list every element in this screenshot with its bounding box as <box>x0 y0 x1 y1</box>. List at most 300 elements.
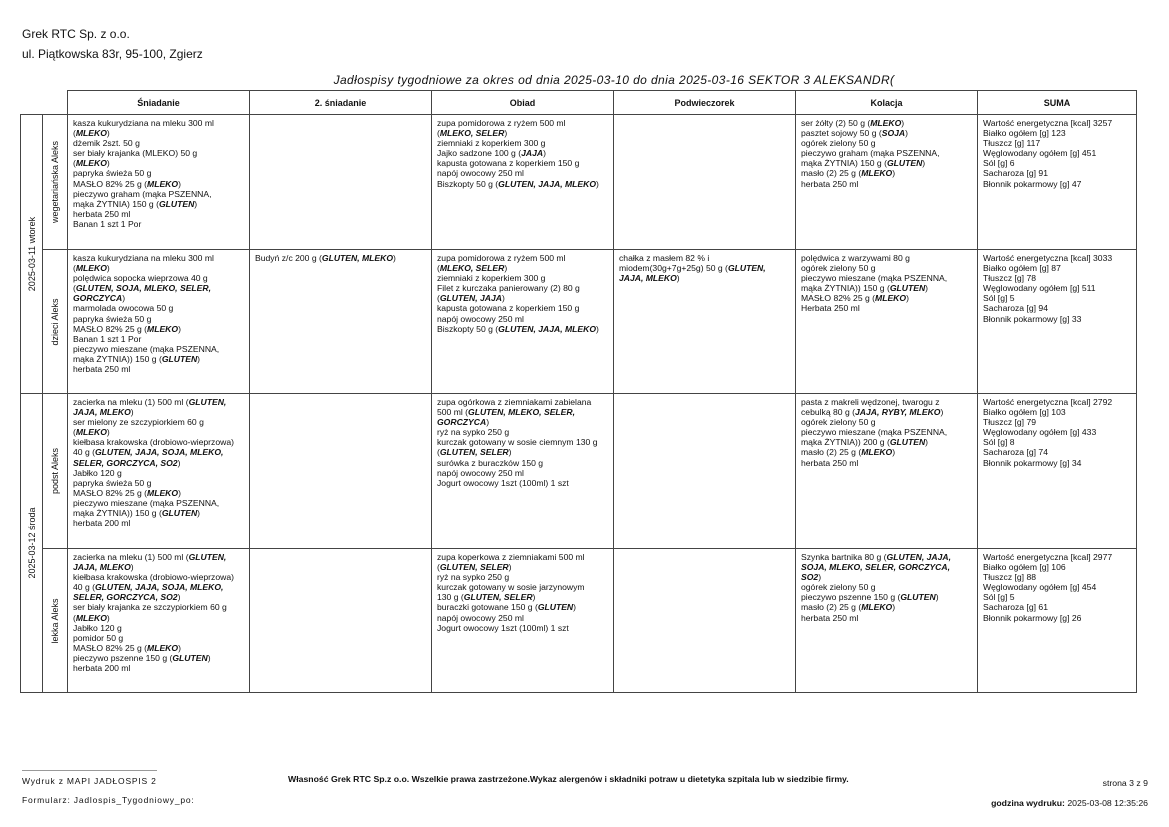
item-text: herbata 250 ml <box>801 612 859 623</box>
allergen-text: GLUTEN, <box>188 552 227 562</box>
podwieczorek-cell <box>614 250 796 394</box>
diet-row <box>21 250 1137 394</box>
item-text: kasza kukurydziana na mleku 300 ml <box>73 253 214 263</box>
menu-line <box>619 263 790 273</box>
allergen-text: GLUTEN, JAJA, SOJA, MLEKO, <box>94 582 224 593</box>
menu-line <box>801 158 972 168</box>
2-sniadanie-cell <box>250 394 432 549</box>
menu-line <box>437 397 608 407</box>
item-text: ser mielony ze szczypiorkiem 60 g <box>73 417 204 428</box>
item-text: ( <box>437 562 440 573</box>
item-text: masło (2) 25 g ( <box>801 447 862 458</box>
allergen-text: MLEKO <box>875 293 907 304</box>
menu-line <box>801 128 972 138</box>
item-text: ) <box>207 652 211 663</box>
kolacja-cell <box>796 549 978 693</box>
item-text: kapusta gotowana z koperkiem 150 g <box>437 303 580 314</box>
item-text: 40 g ( <box>73 447 95 458</box>
item-text: Wartość energetyczna [kcal] 2792 <box>983 397 1113 407</box>
item-text: pomidor 50 g <box>73 632 124 643</box>
item-text: ) <box>935 592 939 603</box>
footer-ownership: Własność Grek RTC Sp.z o.o. Wszelkie prawa zastrzeżone.Wykaz alergenów i składniki potraw u dietetyka szpitala lub w siedzibie firmy. <box>288 774 849 784</box>
allergen-text: MLEKO <box>75 263 107 274</box>
menu-line <box>437 417 608 427</box>
menu-line <box>437 138 608 148</box>
menu-line <box>983 437 1131 447</box>
item-text: pieczywo pszenne 150 g ( <box>801 592 901 603</box>
menu-line <box>983 582 1131 592</box>
menu-line <box>801 407 972 417</box>
menu-line <box>437 458 608 468</box>
menu-line <box>73 138 244 148</box>
menu-line <box>73 643 244 653</box>
item-text: Budyń z/c 200 g ( <box>255 253 322 263</box>
item-text: pieczywo graham (mąka PSZENNA, <box>73 188 212 199</box>
menu-line <box>73 427 244 437</box>
menu-line <box>801 179 972 189</box>
item-text: Wartość energetyczna [kcal] 2977 <box>983 552 1113 562</box>
item-text: Tłuszcz [g] 117 <box>983 138 1041 149</box>
col-header-obiad: Obiad <box>432 91 614 115</box>
menu-line <box>801 148 972 158</box>
menu-line <box>437 273 608 283</box>
item-text: ) <box>901 118 905 128</box>
item-text: ( <box>73 283 76 294</box>
allergen-text: GLUTEN, JAJA, <box>886 552 951 562</box>
menu-line <box>73 623 244 633</box>
header-row <box>21 91 1137 115</box>
menu-line <box>73 653 244 663</box>
item-text: Białko ogółem [g] 123 <box>983 128 1066 139</box>
sniadanie-cell <box>68 549 250 693</box>
menu-line <box>801 397 972 407</box>
item-text: mąka ŻYTNIA)) 200 g ( <box>801 437 890 448</box>
2-sniadanie-cell <box>250 115 432 250</box>
menu-line <box>983 458 1131 468</box>
item-text: Banan 1 szt 1 Por <box>73 218 142 229</box>
item-text: Węglowodany ogółem [g] 511 <box>983 283 1096 294</box>
date-cell <box>21 115 43 394</box>
allergen-text: GLUTEN <box>889 437 926 448</box>
menu-line <box>437 582 608 592</box>
item-text: ryż na sypko 250 g <box>437 572 510 583</box>
col-header-suma: SUMA <box>978 91 1137 115</box>
item-text: Węglowodany ogółem [g] 433 <box>983 427 1097 438</box>
item-text: ) <box>194 198 198 209</box>
item-text: napój owocowy 250 ml <box>437 313 524 324</box>
podwieczorek-cell <box>614 115 796 250</box>
item-text: ( <box>437 263 440 274</box>
menu-line <box>983 314 1131 324</box>
item-text: Sól [g] 5 <box>983 592 1015 603</box>
item-text: ) <box>177 457 181 468</box>
item-text: kapusta gotowana z koperkiem 150 g <box>437 158 580 169</box>
item-text: herbata 250 ml <box>73 208 131 219</box>
menu-line <box>73 118 244 128</box>
allergen-text: SOJA <box>881 128 906 139</box>
item-text: ) <box>940 407 944 418</box>
item-text: kiełbasa krakowska (drobiowo-wieprzowa) <box>73 572 234 583</box>
menu-line <box>801 283 972 293</box>
item-text: pieczywo mieszane (mąka PSZENNA, <box>801 427 948 438</box>
allergen-text: JAJA, MLEKO <box>73 407 131 418</box>
menu-line <box>619 253 790 263</box>
allergen-text: GLUTEN <box>889 283 926 294</box>
page-number: strona 3 z 9 <box>1102 778 1148 788</box>
item-text: ) <box>130 407 134 418</box>
item-text: ( <box>437 293 440 304</box>
menu-line <box>73 209 244 219</box>
item-text: pieczywo mieszane (mąka PSZENNA, <box>801 273 948 284</box>
allergen-text: MLEKO <box>861 168 893 179</box>
item-text: MASŁO 82% 25 g ( <box>73 642 148 653</box>
item-text: ) <box>676 273 680 284</box>
item-text: pieczywo graham (mąka PSZENNA, <box>801 148 940 159</box>
allergen-text: JAJA, MLEKO <box>73 562 131 573</box>
item-text: ) <box>106 128 110 139</box>
item-text: kasza kukurydziana na mleku 300 ml <box>73 118 214 128</box>
allergen-text: GLUTEN, SELER <box>439 447 509 458</box>
allergen-text: SO2 <box>801 572 819 583</box>
menu-line <box>801 552 972 562</box>
diet-name: dzieci Aleks <box>49 297 60 346</box>
menu-line <box>983 602 1131 612</box>
allergen-text: GLUTEN, SOJA, MLEKO, SELER, <box>75 283 211 294</box>
item-text: ) <box>178 178 181 189</box>
menu-line <box>437 623 608 633</box>
suma-cell <box>978 115 1137 250</box>
header-spacer <box>43 91 68 115</box>
item-text: MASŁO 82% 25 g ( <box>801 293 876 304</box>
allergen-text: JAJA, RYBY, MLEKO <box>854 407 941 418</box>
item-text: mąka ŻYTNIA)) 150 g ( <box>801 283 890 294</box>
allergen-text: MLEKO <box>75 158 107 169</box>
menu-line <box>983 562 1131 572</box>
document-title: Jadłospisy tygodniowe za okres od dnia 2025-03-10 do dnia 2025-03-16 SEKTOR 3 ALEKSANDR( <box>333 73 895 87</box>
item-text: ) <box>177 592 181 603</box>
allergen-text: GLUTEN, JAJA, MLEKO <box>498 323 597 334</box>
item-text: Węglowodany ogółem [g] 451 <box>983 148 1097 159</box>
obiad-cell <box>432 115 614 250</box>
diet-name: lekka Aleks <box>49 597 60 644</box>
col-header-2-sniadanie: 2. śniadanie <box>250 91 432 115</box>
item-text: ) <box>122 293 126 304</box>
item-text: Biszkopty 50 g ( <box>437 178 499 189</box>
allergen-text: GLUTEN <box>161 353 198 364</box>
item-text: Węglowodany ogółem [g] 454 <box>983 582 1097 593</box>
date-label: 2025-03-12 środa <box>26 507 37 579</box>
item-text: ) <box>504 263 508 274</box>
menu-line <box>73 508 244 518</box>
menu-line <box>437 613 608 623</box>
item-text: herbata 200 ml <box>73 663 131 674</box>
menu-line <box>73 148 244 158</box>
obiad-cell <box>432 250 614 394</box>
item-text: napój owocowy 250 ml <box>437 168 524 179</box>
item-text: herbata 250 ml <box>73 364 131 375</box>
item-text: Jajko sadzone 100 g ( <box>437 148 522 159</box>
menu-line <box>983 397 1131 407</box>
item-text: Jogurt owocowy 1szt (100ml) 1 szt <box>437 622 569 633</box>
menu-line <box>73 263 244 273</box>
obiad-cell <box>432 549 614 693</box>
menu-line <box>801 118 972 128</box>
menu-line <box>73 478 244 488</box>
suma-cell <box>978 394 1137 549</box>
allergen-text: SELER, GORCZYCA, SO2 <box>73 592 178 603</box>
allergen-text: GLUTEN <box>886 158 923 169</box>
diet-name: podst Aleks <box>49 447 60 495</box>
menu-line <box>437 552 608 562</box>
item-text: ser żółty (2) 50 g ( <box>801 118 871 128</box>
menu-line <box>73 293 244 303</box>
menu-line <box>73 663 244 673</box>
menu-line <box>437 437 608 447</box>
menu-line <box>437 562 608 572</box>
item-text: Białko ogółem [g] 87 <box>983 263 1061 274</box>
kolacja-cell <box>796 115 978 250</box>
item-text: ) <box>106 158 110 169</box>
menu-line <box>73 334 244 344</box>
item-text: pasztet sojowy 50 g ( <box>801 128 882 139</box>
item-text: Sól [g] 5 <box>983 293 1015 304</box>
menu-line <box>73 179 244 189</box>
menu-line <box>983 303 1131 313</box>
item-text: chałka z masłem 82 % i <box>619 253 710 263</box>
allergen-text: GLUTEN, SELER <box>463 592 533 603</box>
item-text: ( <box>73 128 76 139</box>
menu-line <box>73 633 244 643</box>
menu-line <box>801 427 972 437</box>
item-text: polędwica z warzywami 80 g <box>801 253 910 263</box>
menu-line <box>73 128 244 138</box>
menu-line <box>983 407 1131 417</box>
menu-line <box>437 324 608 334</box>
item-text: masło (2) 25 g ( <box>801 168 862 179</box>
menu-line <box>255 253 426 263</box>
menu-line <box>73 407 244 417</box>
item-text: Tłuszcz [g] 79 <box>983 417 1037 428</box>
print-time-line <box>991 793 1148 813</box>
allergen-text: GORCZYCA <box>73 293 123 304</box>
allergen-text: GLUTEN <box>900 592 936 603</box>
item-text: ) <box>508 562 512 573</box>
menu-line <box>73 562 244 572</box>
menu-line <box>437 468 608 478</box>
item-text: Jabłko 120 g <box>73 467 122 478</box>
item-text: Sacharoza [g] 94 <box>983 303 1048 314</box>
print-time: 2025-03-08 12:35:26 <box>1067 798 1148 808</box>
item-text: papryka świeża 50 g <box>73 313 152 324</box>
menu-line <box>73 273 244 283</box>
menu-line <box>801 303 972 313</box>
menu-line <box>983 263 1131 273</box>
menu-line <box>73 447 244 457</box>
item-text: papryka świeża 50 g <box>73 168 152 179</box>
suma-cell <box>978 250 1137 394</box>
menu-line <box>801 613 972 623</box>
menu-line <box>801 582 972 592</box>
item-text: kiełbasa krakowska (drobiowo-wieprzowa) <box>73 437 234 448</box>
footer-form: Formularz: Jadlospis_Tygodniowy_po: <box>22 795 195 805</box>
item-text: Sacharoza [g] 61 <box>983 602 1048 613</box>
menu-line <box>73 158 244 168</box>
allergen-text: MLEKO, SELER <box>439 263 505 274</box>
item-text: ) <box>906 293 909 304</box>
item-text: ryż na sypko 250 g <box>437 427 510 438</box>
menu-line <box>801 263 972 273</box>
menu-body <box>21 115 1137 693</box>
obiad-cell <box>432 394 614 549</box>
item-text: ) <box>922 158 926 169</box>
menu-line <box>983 138 1131 148</box>
item-text: Wartość energetyczna [kcal] 3033 <box>983 253 1113 263</box>
item-text: ziemniaki z koperkiem 300 g <box>437 273 546 284</box>
allergen-text: GLUTEN, SELER <box>439 562 509 573</box>
col-header-podwieczorek: Podwieczorek <box>614 91 796 115</box>
menu-line <box>73 344 244 354</box>
item-text: Herbata 250 ml <box>801 303 860 314</box>
menu-line <box>73 602 244 612</box>
item-text: ) <box>508 447 512 458</box>
allergen-text: MLEKO <box>147 487 179 498</box>
item-text: ) <box>197 353 201 364</box>
item-text: ) <box>532 592 536 603</box>
menu-line <box>983 293 1131 303</box>
2-sniadanie-cell <box>250 250 432 394</box>
menu-line <box>437 407 608 417</box>
allergen-text: GLUTEN <box>161 508 198 519</box>
item-text: ser biały krajanka ze szczypiorkiem 60 g <box>73 602 227 613</box>
item-text: zupa pomidorowa z ryżem 500 ml <box>437 118 566 128</box>
item-text: ) <box>925 437 929 448</box>
item-text: ) <box>596 323 599 334</box>
item-text: Sacharoza [g] 91 <box>983 168 1048 179</box>
podwieczorek-cell <box>614 394 796 549</box>
item-text: pasta z makreli wędzonej, twarogu z <box>801 397 940 407</box>
menu-line <box>73 314 244 324</box>
item-text: Tłuszcz [g] 78 <box>983 273 1037 284</box>
menu-line <box>983 552 1131 562</box>
menu-line <box>73 613 244 623</box>
menu-line <box>437 447 608 457</box>
col-header-sniadanie: Śniadanie <box>68 91 250 115</box>
menu-line <box>73 498 244 508</box>
menu-line <box>437 118 608 128</box>
menu-line <box>437 592 608 602</box>
sniadanie-cell <box>68 250 250 394</box>
item-text: Sól [g] 6 <box>983 158 1015 169</box>
item-text: herbata 250 ml <box>801 178 859 189</box>
item-text: ) <box>178 487 181 498</box>
allergen-text: JAJA, MLEKO <box>619 273 677 284</box>
item-text: mąka ŻYTNIA) 150 g ( <box>801 158 887 169</box>
menu-line <box>983 179 1131 189</box>
item-text: Błonnik pokarmowy [g] 47 <box>983 178 1082 189</box>
item-text: Błonnik pokarmowy [g] 33 <box>983 313 1082 324</box>
menu-line <box>437 179 608 189</box>
item-text: Banan 1 szt 1 Por <box>73 333 142 344</box>
item-text: ) <box>892 168 896 179</box>
allergen-text: GLUTEN <box>537 602 574 613</box>
menu-line <box>801 138 972 148</box>
menu-line <box>73 364 244 374</box>
diet-cell <box>43 394 68 549</box>
diet-row <box>21 115 1137 250</box>
menu-line <box>73 354 244 364</box>
item-text: Białko ogółem [g] 103 <box>983 407 1066 418</box>
item-text: Błonnik pokarmowy [g] 34 <box>983 457 1082 468</box>
item-text: mąka ŻYTNIA)) 150 g ( <box>73 353 162 364</box>
menu-line <box>983 427 1131 437</box>
menu-line <box>983 128 1131 138</box>
item-text: masło (2) 25 g ( <box>801 602 862 613</box>
menu-line <box>983 572 1131 582</box>
allergen-text: MLEKO <box>147 323 179 334</box>
allergen-text: MLEKO <box>861 447 893 458</box>
menu-line <box>983 283 1131 293</box>
item-text: Jogurt owocowy 1szt (100ml) 1 szt <box>437 477 569 488</box>
allergen-text: MLEKO <box>75 427 107 438</box>
footer-left <box>22 772 195 810</box>
item-text: ziemniaki z koperkiem 300 g <box>437 138 546 149</box>
item-text: papryka świeża 50 g <box>73 477 152 488</box>
allergen-text: MLEKO <box>870 118 902 128</box>
item-text: ) <box>486 417 490 428</box>
menu-line <box>73 253 244 263</box>
item-text: herbata 200 ml <box>73 518 131 529</box>
item-text: ) <box>543 148 546 159</box>
allergen-text: GLUTEN <box>158 198 195 209</box>
date-label: 2025-03-11 wtorek <box>26 216 37 292</box>
allergen-text: GLUTEN, <box>727 263 766 274</box>
item-text: 500 ml ( <box>437 407 469 418</box>
menu-line <box>983 273 1131 283</box>
item-text: pieczywo mieszane (mąka PSZENNA, <box>73 497 220 508</box>
menu-line <box>983 447 1131 457</box>
diet-cell <box>43 549 68 693</box>
item-text: MASŁO 82% 25 g ( <box>73 487 148 498</box>
item-text: ) <box>818 572 822 583</box>
menu-line <box>437 293 608 303</box>
sniadanie-cell <box>68 115 250 250</box>
menu-line <box>437 602 608 612</box>
menu-line <box>801 458 972 468</box>
item-text: ) <box>892 602 896 613</box>
diet-cell <box>43 250 68 394</box>
item-text: MASŁO 82% 25 g ( <box>73 323 148 334</box>
allergen-text: MLEKO <box>147 642 179 653</box>
item-text: ) <box>178 642 181 653</box>
item-text: ) <box>197 508 201 519</box>
menu-line <box>73 397 244 407</box>
menu-table <box>20 90 1137 693</box>
menu-line <box>73 468 244 478</box>
diet-row <box>21 549 1137 693</box>
date-cell <box>21 394 43 693</box>
item-text: ser biały krajanka (MLEKO) 50 g <box>73 148 198 159</box>
menu-line <box>73 518 244 528</box>
item-text: dżemik 2szt. 50 g <box>73 138 140 149</box>
kolacja-cell <box>796 394 978 549</box>
item-text: cebulką 80 g ( <box>801 407 855 418</box>
allergen-text: MLEKO <box>75 128 107 139</box>
item-text: pieczywo pszenne 150 g ( <box>73 652 173 663</box>
menu-line <box>437 263 608 273</box>
menu-line <box>73 219 244 229</box>
menu-line <box>73 582 244 592</box>
allergen-text: GLUTEN, JAJA, MLEKO <box>498 178 597 189</box>
